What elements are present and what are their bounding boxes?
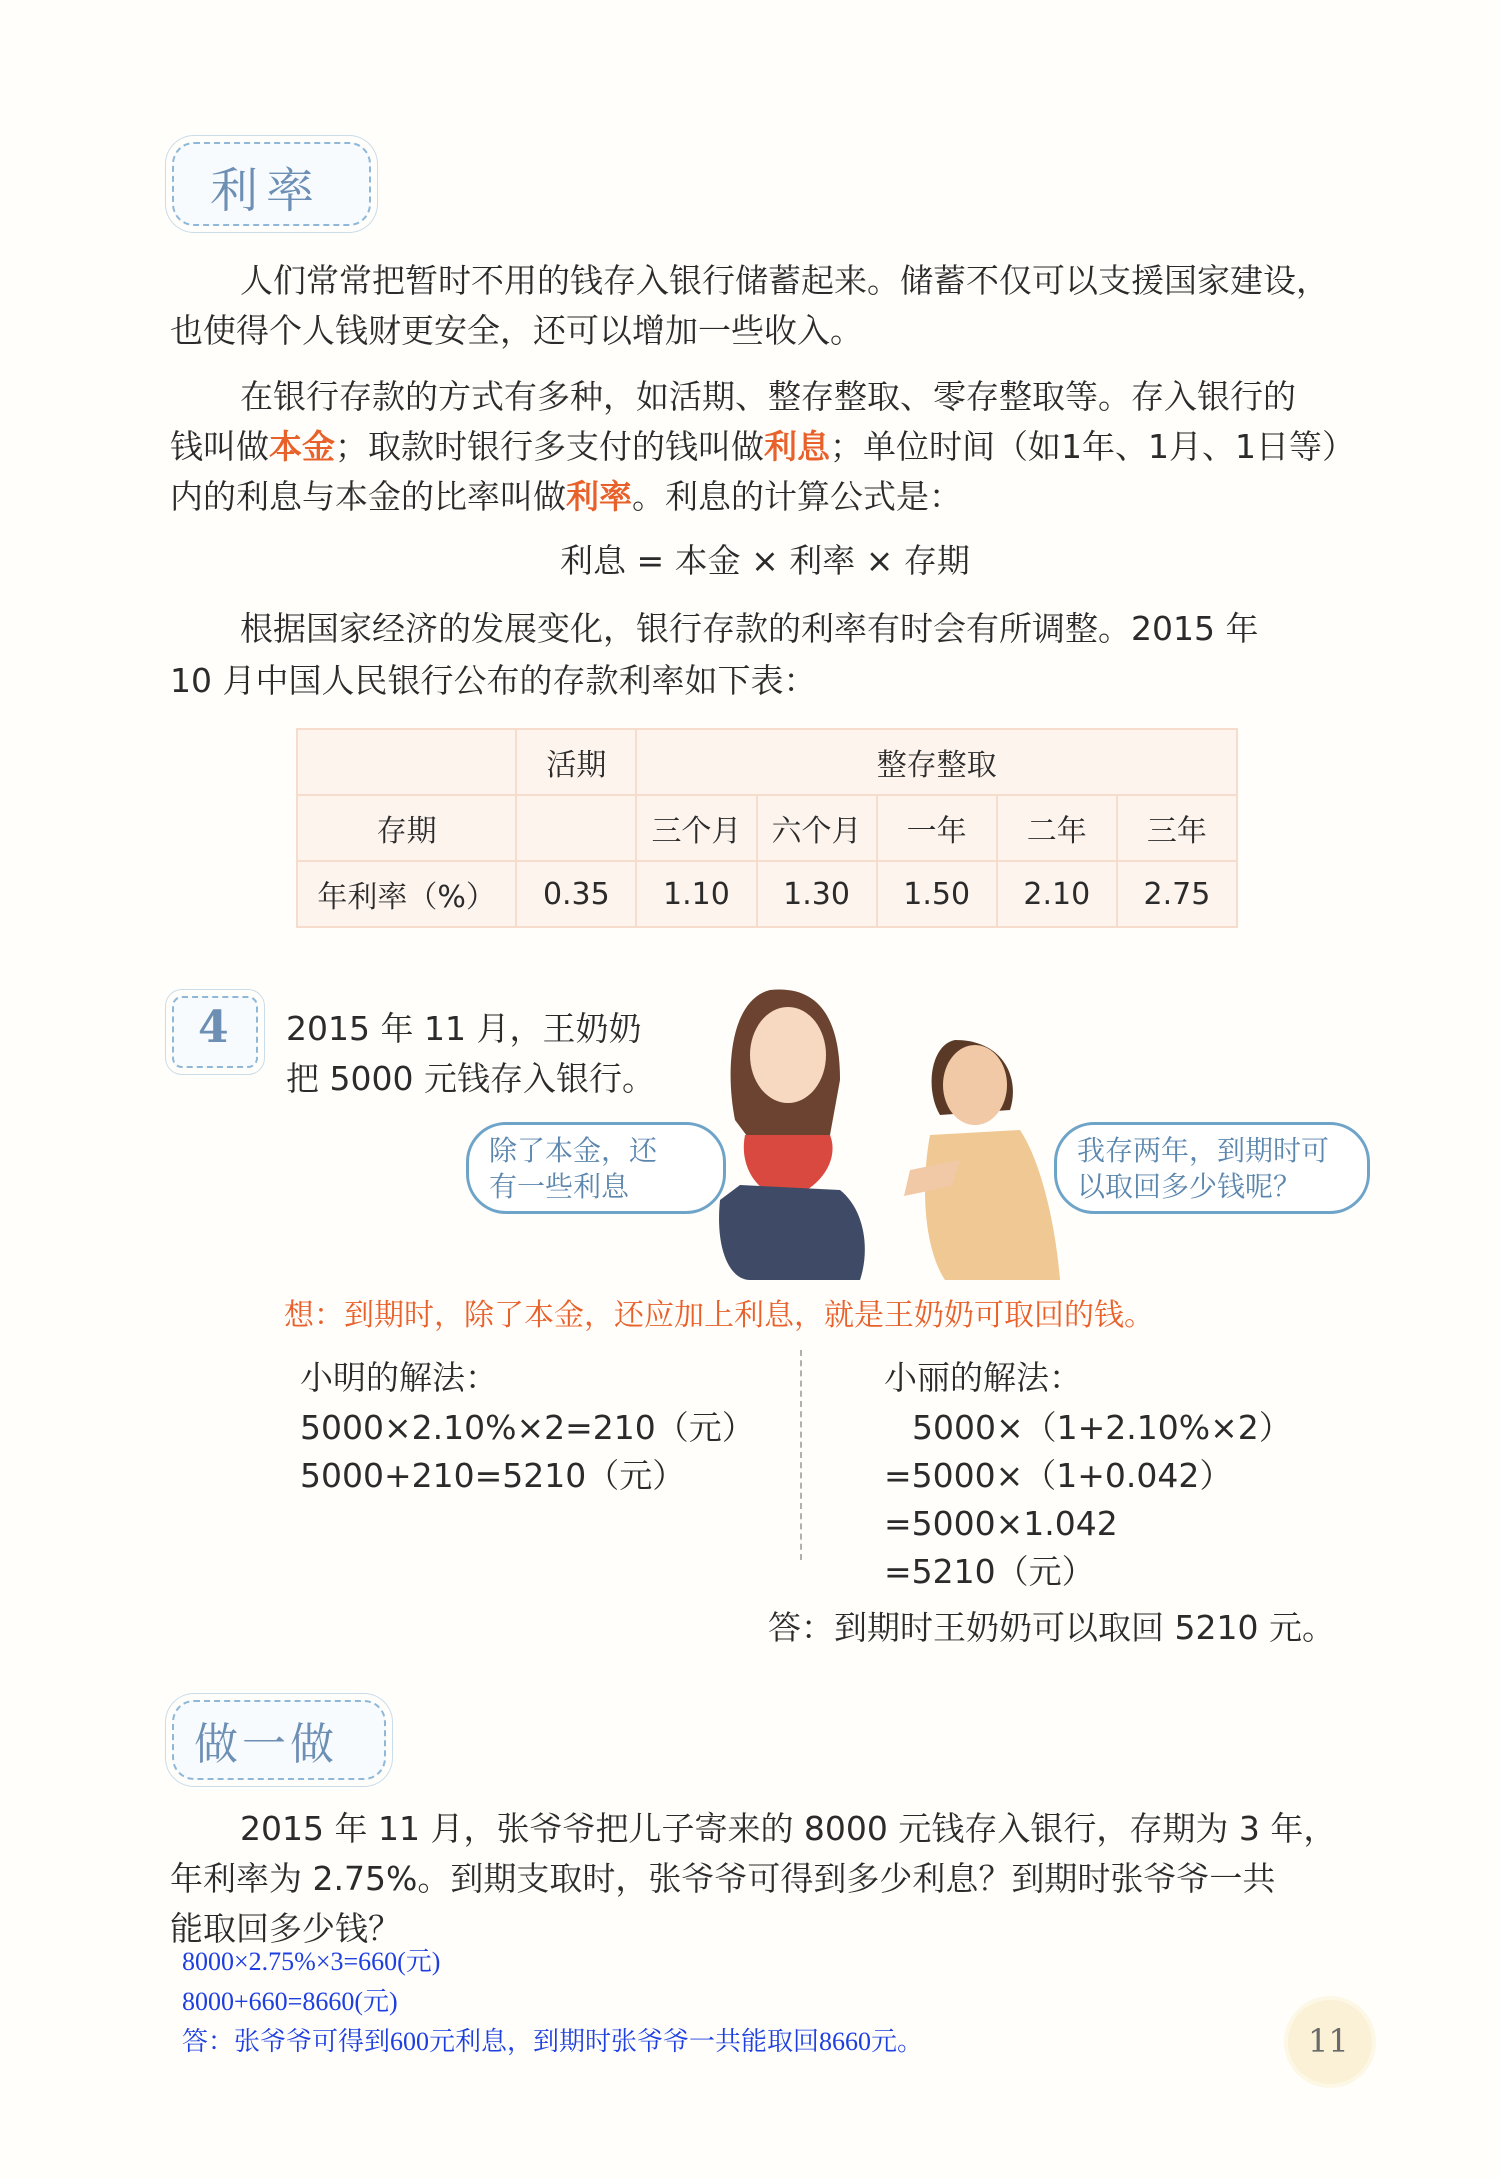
table-row-label-term: 存期 [297, 795, 516, 861]
intro-p2-line3 [170, 464, 962, 530]
page-number-badge [1288, 2000, 1372, 2084]
bubble-right-line1: 我存两年，到期时可 [1077, 1134, 1330, 1167]
table-term: 一年 [877, 795, 997, 861]
text-segment: 内的利息与本金的比率叫做 [170, 477, 566, 516]
table-term: 三个月 [636, 795, 756, 861]
table-cell-empty [516, 795, 636, 861]
example-answer: 答：到期时王奶奶可以取回 5210 元。 [768, 1608, 1335, 1647]
intro-p3-line2: 10 月中国人民银行公布的存款利率如下表： [170, 661, 817, 700]
table-rate: 1.50 [877, 861, 997, 927]
text-segment: ；单位时间（如1年、1月、1日等） [830, 427, 1355, 466]
intro-p2-line1: 在银行存款的方式有多种，如活期、整存整取、零存整取等。存入银行的 [240, 377, 1296, 416]
example-number: 4 [198, 1002, 229, 1053]
practice-line3: 能取回多少钱？ [170, 1909, 401, 1948]
text-segment: 钱叫做 [170, 427, 269, 466]
table-header-current: 活期 [516, 729, 636, 795]
xiaoli-step1: 5000×（1+2.10%×2） [912, 1408, 1292, 1447]
table-term: 六个月 [757, 795, 877, 861]
text-segment: 。利息的计算公式是： [632, 477, 962, 516]
woman-left-figure [719, 990, 865, 1280]
practice-line1: 2015 年 11 月，张爷爷把儿子寄来的 8000 元钱存入银行，存期为 3 年， [240, 1809, 1337, 1848]
xiaoli-step4: =5210（元） [884, 1552, 1095, 1591]
speech-bubble-left [466, 1122, 726, 1214]
example-line1: 2015 年 11 月，王奶奶 [286, 1009, 642, 1048]
bubble-right-line2: 以取回多少钱呢？ [1077, 1170, 1302, 1203]
term-rate: 利率 [566, 477, 632, 516]
interest-formula: 利息 = 本金 × 利率 × 存期 [560, 541, 970, 580]
page-number: 11 [1308, 2022, 1349, 2060]
table-cell-empty [297, 729, 516, 795]
table-rate-current: 0.35 [516, 861, 636, 927]
table-term: 二年 [997, 795, 1117, 861]
xiaoming-title: 小明的解法： [300, 1358, 498, 1397]
xiaoli-title: 小丽的解法： [884, 1358, 1082, 1397]
intro-p3-line1: 根据国家经济的发展变化，银行存款的利率有时会有所调整。2015 年 [240, 609, 1259, 648]
handwritten-step2: 8000+660=8660(元) [182, 1987, 398, 2016]
xiaoli-solution [884, 1354, 1292, 1596]
xiaoming-solution [300, 1354, 755, 1500]
speech-bubble-right [1054, 1122, 1370, 1214]
table-row [297, 729, 1237, 795]
woman-right-figure [904, 1040, 1060, 1280]
term-principal: 本金 [269, 427, 335, 466]
example-number-tag [172, 996, 258, 1068]
xiaoli-step3: =5000×1.042 [884, 1504, 1118, 1543]
table-rate: 1.30 [757, 861, 877, 927]
bubble-left-line2: 有一些利息 [489, 1170, 630, 1203]
xiaoming-step2: 5000+210=5210（元） [300, 1456, 686, 1495]
illustration-women [690, 960, 1090, 1280]
table-term: 三年 [1117, 795, 1237, 861]
handwritten-answer [182, 1942, 923, 2062]
practice-line2: 年利率为 2.75%。到期支取时，张爷爷可得到多少利息？到期时张爷爷一共 [170, 1859, 1276, 1898]
intro-p1-line1: 人们常常把暂时不用的钱存入银行储蓄起来。储蓄不仅可以支援国家建设， [240, 261, 1329, 300]
section-title: 利率 [210, 163, 323, 219]
table-rate: 2.75 [1117, 861, 1237, 927]
think-hint: 想：到期时，除了本金，还应加上利息，就是王奶奶可取回的钱。 [284, 1298, 1154, 1333]
example-line2: 把 5000 元钱存入银行。 [286, 1059, 655, 1098]
term-interest: 利息 [764, 427, 830, 466]
rate-table [296, 728, 1238, 928]
table-header-fixed: 整存整取 [636, 729, 1237, 795]
table-row-label-rate: 年利率（%） [297, 861, 516, 927]
practice-title: 做一做 [194, 1719, 338, 1770]
text-segment: ；取款时银行多支付的钱叫做 [335, 427, 764, 466]
solution-divider [800, 1350, 802, 1560]
table-row [297, 861, 1237, 927]
xiaoli-step2: =5000×（1+0.042） [884, 1456, 1233, 1495]
table-rate: 1.10 [636, 861, 756, 927]
table-rate: 2.10 [997, 861, 1117, 927]
handwritten-answer-text: 答：张爷爷可得到600元利息，到期时张爷爷一共能取回8660元。 [182, 2027, 924, 2056]
xiaoming-step1: 5000×2.10%×2=210（元） [300, 1408, 755, 1447]
table-row [297, 795, 1237, 861]
section-title-tag [172, 142, 371, 226]
handwritten-step1: 8000×2.75%×3=660(元) [182, 1947, 441, 1976]
bubble-left-line1: 除了本金，还 [489, 1134, 658, 1167]
practice-title-tag [172, 1700, 386, 1780]
intro-p1-line2: 也使得个人钱财更安全，还可以增加一些收入。 [170, 311, 863, 350]
